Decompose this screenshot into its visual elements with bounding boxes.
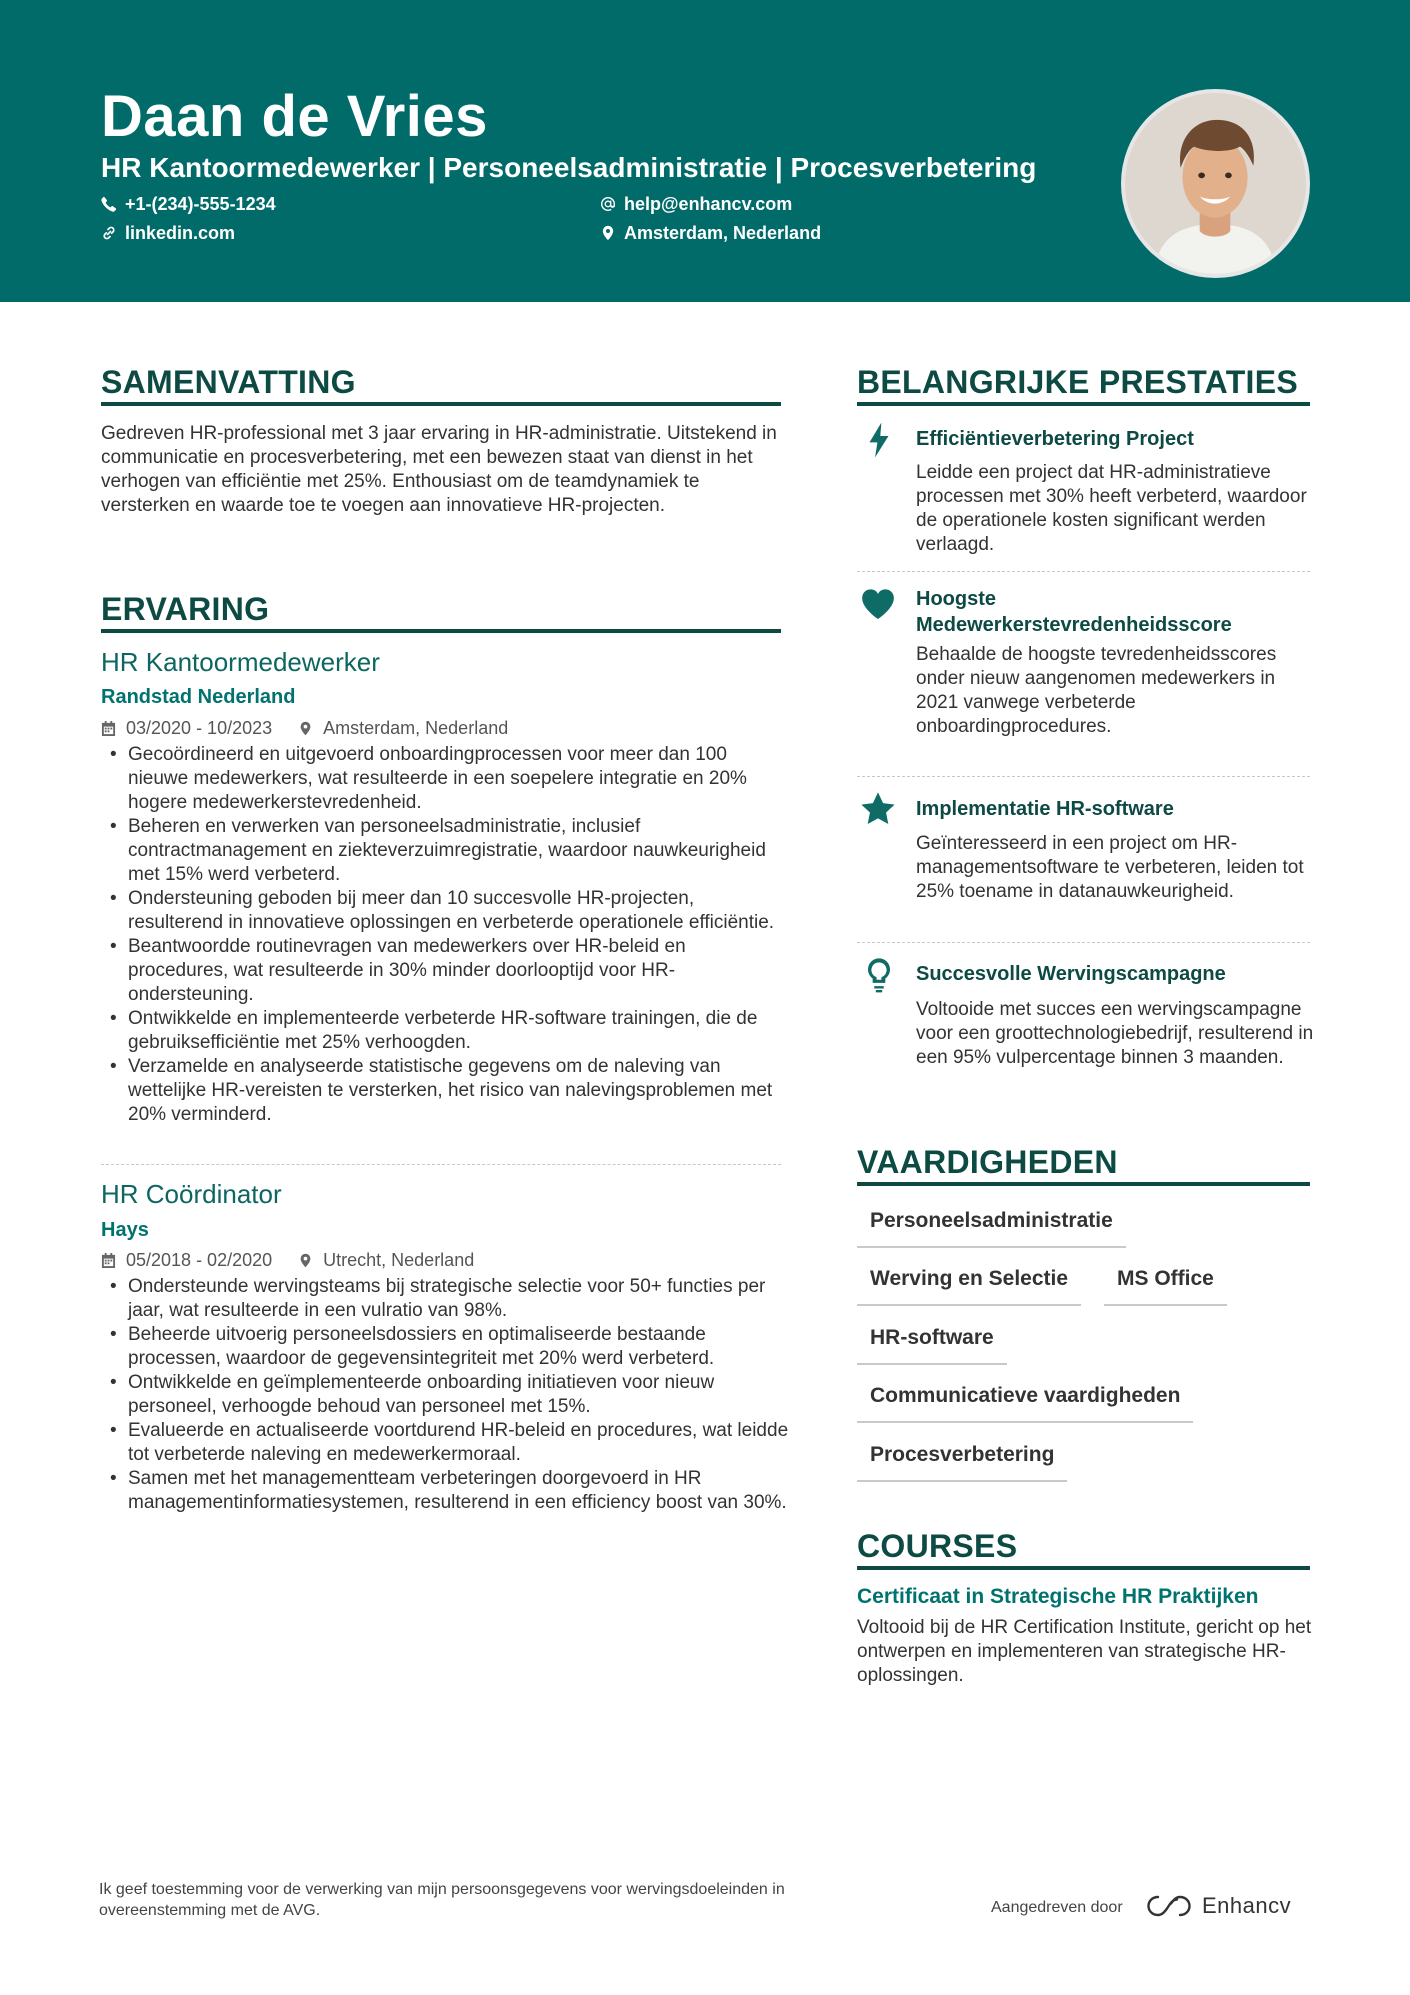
- job-meta: [101, 1248, 474, 1272]
- enhancv-logo-icon: [1146, 1893, 1192, 1919]
- list-item: • Ondersteunde wervingsteams bij strategische selectie voor 50+ functies per jaar, wat resulteerde in een vulratio van 98%.: [101, 1275, 791, 1323]
- lightning-icon: [860, 421, 898, 459]
- summary-rule: [101, 402, 781, 406]
- achievement-title: Succesvolle Wervingscampagne: [916, 963, 1226, 985]
- achievements-heading: BELANGRIJKE PRESTATIES: [857, 364, 1299, 400]
- job-dates: 05/2018 - 02/2020: [126, 1250, 273, 1270]
- at-icon: [600, 196, 616, 212]
- candidate-subtitle: HR Kantoormedewerker | Personeelsadministratie | Procesverbetering: [101, 152, 1037, 183]
- enhancv-logo-text: Enhancv: [1202, 1893, 1292, 1918]
- link-icon: [101, 225, 117, 241]
- phone-text: +1-(234)-555-1234: [125, 194, 276, 214]
- skill-tag: Werving en Selectie: [857, 1265, 1081, 1306]
- job-location: Utrecht, Nederland: [323, 1250, 475, 1270]
- achievement-title: Implementatie HR-software: [916, 798, 1174, 820]
- location-pin-icon: [298, 1253, 313, 1268]
- courses-rule: [857, 1566, 1310, 1570]
- achievements-rule: [857, 402, 1310, 406]
- list-item: • Ondersteuning geboden bij meer dan 10 succesvolle HR-projecten, resulterend in innovatieve oplossingen en verbeterde operationele efficiëntie.: [101, 887, 791, 935]
- list-item: • Ontwikkelde en geïmplementeerde onboarding initiatieven voor nieuw personeel, verhoogde behoud van personeel met 15%.: [101, 1371, 791, 1419]
- contact-phone: [101, 192, 276, 216]
- course-text: Voltooid bij de HR Certification Institute, gericht op het ontwerpen en implementeren van strategische HR-oplossingen.: [857, 1617, 1312, 1686]
- job-title: HR Kantoormedewerker: [101, 647, 380, 677]
- achievement-text: Leidde een project dat HR-administratieve processen met 30% heeft verbeterd, waardoor de operationele kosten significant werden verlaagd.: [916, 462, 1307, 555]
- achievement-text: Voltooide met succes een wervingscampagne voor een groottechnologiebedrijf, resulterend in een 95% vulpercentage binnen 3 maanden.: [916, 999, 1314, 1068]
- job-company: Randstad Nederland: [101, 686, 296, 708]
- achievement-title: Hoogste Medewerkerstevredenheidsscore: [916, 588, 1232, 636]
- experience-heading: ERVARING: [101, 591, 270, 627]
- list-item: • Gecoördineerd en uitgevoerd onboardingprocessen voor meer dan 100 nieuwe medewerkers, wat resulteerde in een soepelere integratie en 20% hogere medewerkerstevredenheid.: [101, 743, 791, 815]
- skill-tag: HR-software: [857, 1324, 1007, 1365]
- achievement-divider: [857, 942, 1310, 943]
- enhancv-logo[interactable]: [1146, 1893, 1291, 1919]
- resume-header: [0, 0, 1410, 302]
- list-item: • Samen met het managementteam verbeteringen doorgevoerd in HR managementinformatiesystemen, resulterend in een efficiency boost van 30%.: [101, 1467, 791, 1515]
- lightbulb-icon: [860, 956, 898, 994]
- job-meta: [101, 716, 508, 740]
- summary-heading: SAMENVATTING: [101, 364, 356, 400]
- linkedin-text: linkedin.com: [125, 223, 236, 243]
- job-bullets: [101, 743, 791, 1127]
- contact-email[interactable]: [600, 192, 792, 216]
- skill-tag: Personeelsadministratie: [857, 1207, 1126, 1248]
- achievement-divider: [857, 776, 1310, 777]
- job-title: HR Coördinator: [101, 1179, 282, 1209]
- calendar-icon: [101, 1253, 116, 1268]
- achievement-text: Behaalde de hoogste tevredenheidsscores onder nieuw aangenomen medewerkers in 2021 vanwege verbeterde onboardingprocedures.: [916, 644, 1277, 737]
- skill-tag: Communicatieve vaardigheden: [857, 1382, 1193, 1423]
- profile-photo: [1121, 89, 1310, 278]
- location-pin-icon: [600, 225, 616, 241]
- list-item: • Evalueerde en actualiseerde voortdurend HR-beleid en procedures, wat leidde tot verbeterde naleving en medewerkermoraal.: [101, 1419, 791, 1467]
- location-text: Amsterdam, Nederland: [624, 223, 822, 243]
- skill-tag: Procesverbetering: [857, 1441, 1067, 1482]
- list-item: • Beantwoordde routinevragen van medewerkers over HR-beleid en procedures, wat resulteerde in 30% minder doorlooptijd voor HR-ondersteuning.: [101, 935, 791, 1007]
- achievement-text: Geïnteresseerd in een project om HR-managementsoftware te verbeteren, leiden tot 25% toename in datanauwkeurigheid.: [916, 833, 1304, 902]
- courses-heading: COURSES: [857, 1528, 1018, 1564]
- achievement-divider: [857, 571, 1310, 572]
- star-icon: [859, 790, 897, 828]
- powered-by-label: Aangedreven door: [991, 1899, 1123, 1916]
- consent-note: Ik geef toestemming voor de verwerking van mijn persoonsgegevens voor wervingsdoeleinden in overeenstemming met de AVG.: [99, 1881, 785, 1919]
- experience-rule: [101, 629, 781, 633]
- location-pin-icon: [298, 721, 313, 736]
- job-location: Amsterdam, Nederland: [323, 718, 509, 738]
- profile-photo-illustration: [1125, 93, 1306, 274]
- list-item: • Verzamelde en analyseerde statistische gegevens om de naleving van wettelijke HR-vereisten te versterken, het risico van nalevingsproblemen met 20% verminderd.: [101, 1055, 791, 1127]
- summary-text: Gedreven HR-professional met 3 jaar ervaring in HR-administratie. Uitstekend in communicatie en procesverbetering, met een bewezen staat van dienst in het verhogen van efficiëntie met 25%. Enthousiast om de teamdynamiek te versterken en waarde toe te voegen aan innovatieve HR-projecten.: [101, 423, 777, 516]
- phone-icon: [101, 196, 117, 212]
- contact-location: [600, 221, 821, 245]
- candidate-name: Daan de Vries: [101, 84, 488, 149]
- course-title: Certificaat in Strategische HR Praktijken: [857, 1585, 1259, 1608]
- skills-heading: VAARDIGHEDEN: [857, 1144, 1118, 1180]
- list-item: • Beheren en verwerken van personeelsadministratie, inclusief contractmanagement en ziekteverzuimregistratie, waardoor nauwkeurigheid met 15% werd verbeterd.: [101, 815, 791, 887]
- skills-rule: [857, 1182, 1310, 1186]
- list-item: • Ontwikkelde en implementeerde verbeterde HR-software trainingen, die de gebruiksefficiëntie met 25% verhoogden.: [101, 1007, 791, 1055]
- heart-icon: [859, 585, 897, 623]
- job-divider: [101, 1164, 781, 1165]
- job-company: Hays: [101, 1219, 149, 1241]
- email-text: help@enhancv.com: [624, 194, 793, 214]
- list-item: • Beheerde uitvoerig personeelsdossiers en optimaliseerde bestaande processen, waardoor de gegevensintegriteit met 20% werd verbeterd.: [101, 1323, 791, 1371]
- achievement-title: Efficiëntieverbetering Project: [916, 428, 1194, 450]
- calendar-icon: [101, 721, 116, 736]
- job-dates: 03/2020 - 10/2023: [126, 718, 273, 738]
- job-bullets: [101, 1275, 791, 1515]
- skill-tag: MS Office: [1104, 1265, 1227, 1306]
- contact-linkedin[interactable]: [101, 221, 235, 245]
